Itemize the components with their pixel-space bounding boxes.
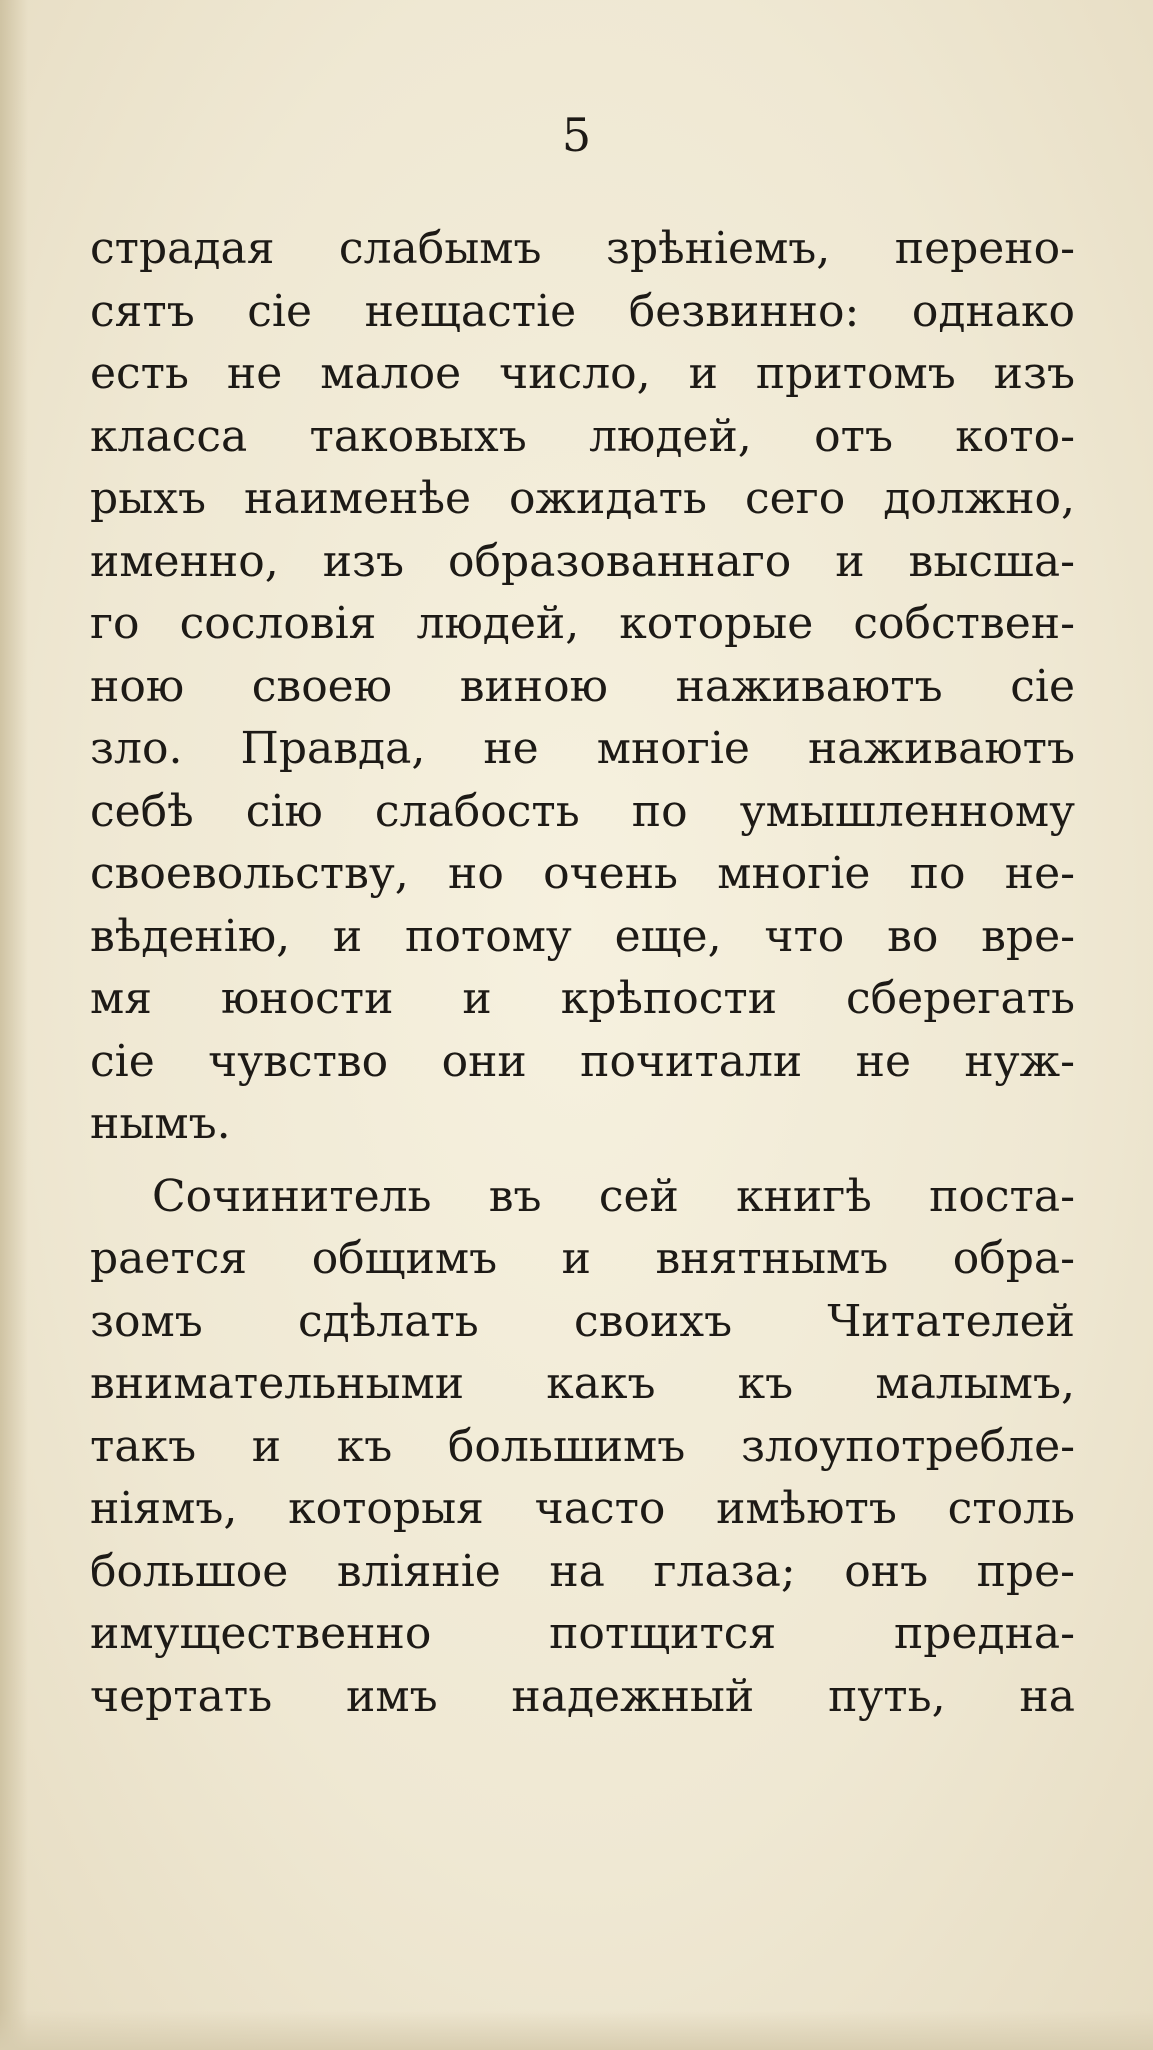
text-line: сятъ сiе нещастiе безвинно: однако <box>90 285 1075 337</box>
text-line: зомъ сдѣлать своихъ Читателей <box>90 1295 1075 1347</box>
page-bottom-shadow <box>0 2010 1153 2050</box>
page-number: 5 <box>561 108 592 162</box>
text-line: зло. Правда, не многiе наживаютъ <box>90 723 1075 774</box>
text-line: мя юности и крѣпости сберегать <box>90 973 1075 1024</box>
text-line: Сочинитель въ сей книгѣ поста- <box>152 1170 1075 1222</box>
text-line: нымъ. <box>90 1098 231 1149</box>
text-line: нiямъ, которыя часто имѣютъ столь <box>90 1483 1075 1534</box>
paragraph-gap <box>90 1156 1075 1166</box>
paragraph-1 <box>90 218 1075 1156</box>
text-line: внимательными какъ къ малымъ, <box>90 1358 1075 1409</box>
text-line: своевольству, но очень многiе по не- <box>90 848 1075 899</box>
paragraph-2 <box>90 1166 1075 1729</box>
text-line: класса таковыхъ людей, отъ кото- <box>90 410 1075 462</box>
text-line: большое влiянiе на глаза; онъ пре- <box>90 1545 1075 1597</box>
text-line: имущественно потщится предна- <box>90 1608 1075 1659</box>
text-line: сiе чувство они почитали не нуж- <box>90 1035 1075 1087</box>
text-line: ною своею виною наживаютъ сiе <box>90 660 1075 712</box>
text-line: рыхъ наименѣе ожидать сего должно, <box>90 473 1075 524</box>
text-line: такъ и къ большимъ злоупотребле- <box>90 1420 1075 1472</box>
text-line: вѣденiю, и потому еще, что во вре- <box>90 910 1075 962</box>
text-line: рается общимъ и внятнымъ обра- <box>90 1233 1075 1284</box>
text-line: есть не малое число, и притомъ изъ <box>90 348 1075 399</box>
text-line: именно, изъ образованнаго и высша- <box>90 535 1075 587</box>
text-line: го сословiя людей, которые собствен- <box>90 598 1075 649</box>
body-text <box>90 218 1075 1728</box>
text-line: страдая слабымъ зрѣнiемъ, перено- <box>90 223 1075 274</box>
text-line: себѣ сiю слабость по умышленному <box>90 785 1075 837</box>
page-edge-shadow <box>0 0 28 2050</box>
text-line: чертать имъ надежный путь, на <box>90 1670 1075 1722</box>
